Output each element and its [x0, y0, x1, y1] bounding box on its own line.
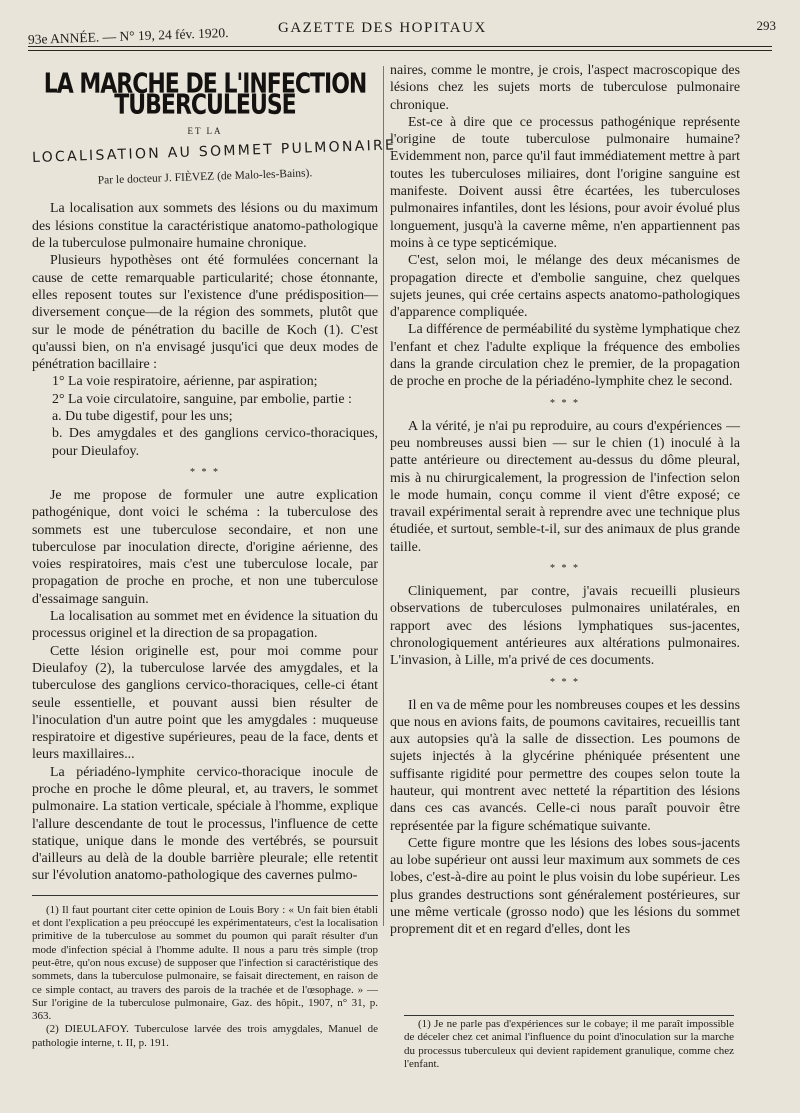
right-column	[390, 62, 740, 939]
paragraph: C'est, selon moi, le mélange des deux mécanismes de propagation directe et d'embolie sanguine, chez quelques sujets jeunes, qui crée certains aspects anatomo-pathologiques d'apparence compliquée.	[390, 253, 740, 321]
paragraph: La différence de perméabilité du système lymphatique chez l'enfant et chez l'adulte explique la fréquence des embolies dans la grande circulation chez le premier, de la propagation de proche en proche de la périadéno-lymphite chez le second.	[390, 322, 740, 390]
list	[32, 373, 378, 459]
paragraph: Cliniquement, par contre, j'avais recueilli plusieurs observations de tuberculoses pulmonaires unilatérales, en rapport avec des lésions lymphatiques sus-jacentes, chronologiquement antérieures aux altérations pulmonaires. L'invasion, à Lille, m'a privé de ces documents.	[390, 584, 740, 669]
paragraph: Est-ce à dire que ce processus pathogénique représente l'origine de toute tuberculose pulmonaire humaine? Evidemment non, parce qu'il faut immédiatement mettre à part toutes les tuberculoses miliaires, dont l'origine sanguine est manifeste. Doivent aussi être écartées, les tuberculoses pulmonaires infantiles, dont les lésions, pour avoir évolué plus longuement, jusqu'à la caverne même, n'en appartiennent pas moins à ce type septicémique.	[390, 114, 740, 251]
paragraph: A la vérité, je n'ai pu reproduire, au cours d'expériences — peu nombreuses aussi bien — sur le chien (1) inoculé à la patte antérieure ou directement au-dessus du dôme pleural, mis à nu chirurgicalement, la progression de l'infection selon le mode humain, conçu comme il vient d'être exposé; ce travail expérimental serait à reprendre avec une technique plus étudiée, et surtout, semble-t-il, sur des animaux de plus grande taille.	[390, 418, 740, 555]
section-asterism: * * *	[550, 397, 580, 409]
footnote: (2) DIEULAFOY. Tuberculose larvée des trois amygdales, Manuel de pathologie interne, t. II, p. 191.	[32, 1023, 378, 1049]
author-byline: Par le docteur J. FIÈVEZ (de Malo-les-Bains).	[97, 167, 313, 187]
paragraph: Cette lésion originelle est, pour moi comme pour Dieulafoy (2), la tuberculose larvée des amygdales, et la tuberculose des ganglions cervico-thoraciques, celle-ci étant seule essentielle, et pouvant aussi bien résulter de l'inoculation d'un autre point que les amygdales : muqueuse respiratoire et digestive supérieures, peau de la face, dents et leurs maxillaires...	[32, 643, 378, 763]
paragraph: Cette figure montre que les lésions des lobes sous-jacents au lobe supérieur ont aussi leur maximum aux sommets de ces lobes, c'est-à-dire au point le plus voisin du lobe supérieur. Les plus grandes destructions sont généralement postérieures, sur une même verticale (grosso nodo) que les lésions du sommet proprement dit et en regard d'elles, dont les	[390, 835, 740, 938]
article-subtitle: LOCALISATION AU SOMMET PULMONAIRE	[31, 137, 397, 166]
paragraph: Il en va de même pour les nombreuses coupes et les dessins que nous en avions faits, de poumons cavitaires, recueillis tant aux autopsies qu'à la salle de dissection. Les poumons de sujets injectés à la glycérine phéniquée présentent une suffisante rigidité pour permettre des coupes selon toute la hauteur, qui montrent avec netteté la répartition des lésions dans ces cas avancés. Celle-ci nous paraît pouvoir être représentée par la figure schématique suivante.	[390, 697, 740, 834]
section-asterism: * * *	[190, 466, 220, 478]
footnote-rule	[404, 1015, 734, 1016]
list-item: a. Du tube digestif, pour les uns;	[52, 409, 233, 425]
footnote: (1) Il faut pourtant citer cette opinion de Louis Bory : « Un fait bien établi et dont l'explication a peu préoccupé les expérimentateurs, c'est la localisation primitive de la tuberculose au sommet du poumon qui paraît résulter d'un mode d'infection spécial à l'homme adulte. Il nous a paru très simple (trop peut-être, qu'on nous excuse) de supposer que l'infection si caractéristique des sommets, dans la tuberculose pulmonaire, se faisait directement, en raison de ce simple contact, au travers des parois de la trachée et de l'œsophage. » — Sur l'origine de la tuberculose pulmonaire, Gaz. des hôpit., 1907, n° 31, p. 363.	[32, 903, 378, 1023]
footnote-rule	[32, 895, 378, 896]
paragraph: Je me propose de formuler une autre explication pathogénique, dont voici le schéma : la tuberculose des sommets est une tuberculose secondaire, et non une tuberculose par inoculation directe, d'origine aérienne, des voies respiratoires, mais c'est une tuberculose locale, par propagation de proche en proche, et non une tuberculose d'essaimage sanguin.	[32, 487, 378, 607]
list-item: 2° La voie circulatoire, sanguine, par embolie, partie :	[52, 391, 352, 407]
article-title: LA MARCHE DE L'INFECTION TUBERCULEUSE	[43, 68, 367, 122]
section-asterism: * * *	[550, 676, 580, 688]
footnotes	[32, 904, 378, 1050]
page-number: 293	[756, 18, 776, 33]
paragraph: Plusieurs hypothèses ont été formulées concernant la cause de cette remarquable particularité; chose étonnante, elles reposent toutes sur l'existence d'une prédisposition—diversement conçue—de la région des sommets, plutôt que sur le mode de pénétration du bacille de Koch (1). C'est qu'aussi bien, on n'a envisagé jusqu'ici que deux modes de pénétration bacillaire :	[32, 253, 378, 373]
header-rule	[28, 46, 772, 47]
list-item: 1° La voie respiratoire, aérienne, par aspiration;	[52, 374, 318, 390]
page-header	[28, 20, 776, 60]
issue-info: 93e ANNÉE. — N° 19, 24 fév. 1920.	[27, 25, 229, 47]
footnotes-right	[404, 1018, 734, 1071]
paragraph: La localisation au sommet met en évidence la situation du processus originel et la direction de sa propagation.	[32, 609, 378, 642]
journal-title: GAZETTE DES HOPITAUX	[278, 20, 487, 36]
title-connector: ET LA	[187, 125, 223, 136]
left-column	[31, 68, 397, 1050]
column-separator	[383, 66, 384, 926]
paragraph: La localisation aux sommets des lésions ou du maximum des lésions constitue la caractéristique anatomo-pathologique de la tuberculose pulmonaire humaine chronique.	[32, 201, 378, 252]
paragraph: naires, comme le montre, je crois, l'aspect macroscopique des lésions chez les sujets morts de tuberculose pulmonaire chronique.	[390, 63, 740, 113]
section-asterism: * * *	[550, 563, 580, 575]
footnote: (1) Je ne parle pas d'expériences sur le cobaye; il me paraît impossible de déceler chez cet animal l'influence du point d'inoculation sur la marche du processus tuberculeux qui devient rapidement granulique, comme chez l'enfant.	[404, 1018, 734, 1070]
list-item: b. Des amygdales et des ganglions cervico-thoraciques, pour Dieulafoy.	[52, 426, 378, 459]
paragraph: La périadéno-lymphite cervico-thoracique inocule de proche en proche le dôme pleural, et, au travers, le sommet pulmonaire. La station verticale, spéciale à l'homme, explique l'allure descendante de tout le processus, l'influence de cette statique, unique dans le monde des vertébrés, se poursuit d'ailleurs au delà de la double barrière pleurale; elle retentit sur l'évolution anatomo-pathologique des cavernes pulmo-	[32, 764, 378, 884]
header-rule-thin	[28, 50, 772, 51]
